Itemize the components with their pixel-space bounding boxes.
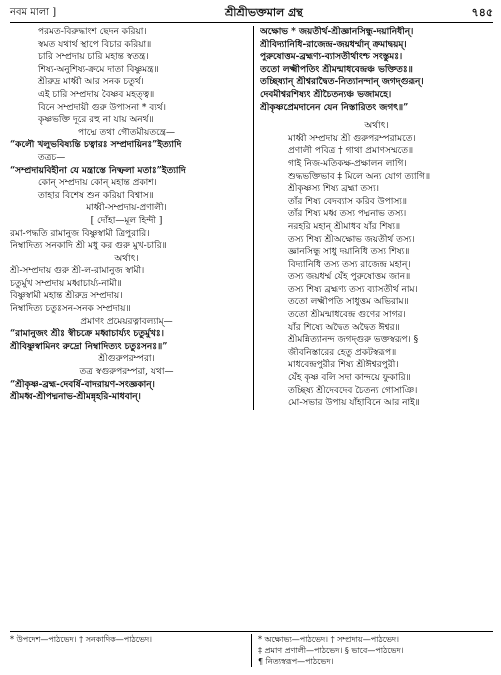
right-column <box>253 26 493 410</box>
text-line: তচ্ছিষ্যান্ শ্রীশ্বরাদ্বৈত-নিত্যানন্দান্ জগদ্গুরূন্। <box>260 77 424 88</box>
text-line: শ্রীমধ্ব-শ্রীপদ্মনাভ-শ্রীমন্নৃহরি-মাধবান্। <box>10 392 141 403</box>
text-line: ততো লক্ষ্মীপতি সাধুত্তম অভিরাম॥ <box>288 297 409 308</box>
text-line: মাধ্বী-সম্প্রদায়-প্রণালী। <box>86 203 167 214</box>
text-line: প্রণালী পবিত্র † গাথা প্রমাণসম্মতে॥ <box>288 146 414 157</box>
text-line: তত্র স্বগুরুপরম্পরা, যথা— <box>79 367 174 378</box>
footnote-line: ‡ প্রমাণ প্রণালী—পাঠভেদ। § ভাবে—পাঠভেদ। <box>258 646 404 655</box>
text-line: বিনে সম্প্রদায়ী গুরু উপাসনা * ব্যর্থ। <box>38 102 166 113</box>
text-line: তস্য শিষ্য ব্রহ্মণ্য তস্য ব্যাসতীর্থ নাম। <box>288 284 418 295</box>
text-line: ততো লক্ষ্মীপতিং শ্রীমন্মাধবেন্দ্রঞ্চ ভক্তিতঃ॥ <box>260 64 413 75</box>
text-line: শুদ্ধভক্তিভাব ‡ মিলে অন্য যোগ ত্যাগি॥ <box>288 171 431 182</box>
text-line: পরমত-বিরুদ্ধাংশ ছেদন করিয়া। <box>38 27 147 37</box>
text-line: জ্ঞানসিন্ধু সাধু দয়ানিধি তস্য শিষ্য॥ <box>288 247 410 258</box>
footnote-line: * অক্ষোভ্য—পাঠভেদ। † সম্প্রদায়—পাঠভেদ। <box>258 635 399 644</box>
left-column <box>10 26 247 410</box>
text-line: গাই নিজ-মতিকক্ষ-প্রক্ষালন লাগি। <box>288 158 407 169</box>
text-line: শ্রীবিদ্যানিধি-রাজেন্দ্র-জয়ধর্ম্মান্ ক্রমাদ্বয়ম্। <box>260 39 407 50</box>
text-line: জীবনিস্তারের হেতু প্রকটস্বরূপ॥ <box>288 347 397 358</box>
text-line: মাধবেন্দ্রপুরীর শিষ্য শ্রীঈশ্বরপুরী। <box>288 360 399 371</box>
text-line: চারি সম্প্রদায় চারি মহান্ত স্বতন্ত্র। <box>38 52 149 63</box>
footnote-line: * উপদেশ—পাঠভেদ। † সনকাদিক—পাঠভেদ। <box>10 635 153 644</box>
text-line: শ্রীকৃষ্ণপ্রেমদানেন যেন নিস্তারিতং জগৎ॥” <box>260 102 409 113</box>
text-line: তস্য শিষ্য শ্রীঅক্ষোভ জয়তীর্থ তস্য। <box>288 234 415 245</box>
text-line: তাহার বিশেষ শুন করিয়া বিশ্বাস॥ <box>38 190 154 201</box>
text-line: শ্রীমন্নিত্যানন্দ জগদ্গুরু ভক্তস্বরূপ। § <box>288 335 419 346</box>
text-line: বিষ্ণুস্বামী মহান্ত শ্রীরুদ্র সম্প্রদায়। <box>10 291 123 302</box>
text-line: শ্রী-সম্প্রদায় গুরু শ্রী-ল-রামানুজ স্বামী। <box>10 266 145 277</box>
text-line: তাঁর শিষ্য মধ্ব তস্য পদ্মনাভ তস্য। <box>288 209 407 220</box>
text-line: মাধ্বী সম্প্রদায় শ্রী গুরুপরম্পরামতে। <box>288 133 416 144</box>
text-line: “কলৌ খলুভবিষ্যন্তি চত্বারঃ সম্প্রদায়িনঃ”ইত্যাদি <box>10 140 182 151</box>
text-line: তাঁর শিষ্য বেদব্যাস করিব উপাস্য॥ <box>288 196 407 207</box>
text-line: শ্রীবিষ্ণুস্বামিনং রুদ্রো নিম্বাদিত্যং চতুঃসনঃ॥” <box>10 341 168 352</box>
text-line: দেবমীশ্বরশিষ্যং শ্রীচৈতন্যঞ্চ ভজামহে। <box>260 89 392 100</box>
text-line: নিম্বাদিত্য চতুঃসন-সনক সম্প্রদায়॥ <box>10 304 131 315</box>
text-line: যেঁহ কৃষ্ণ বলি সদা কান্দয়ে ফুকারি॥ <box>288 373 411 384</box>
text-line: তস্য জয়ধর্ম্ম যেঁহ পুরুষোত্তম জান॥ <box>288 272 411 283</box>
text-line: রমা-পদ্ধতি রামানুজ বিষ্ণুস্বামী ত্রিপুরারি। <box>10 228 150 239</box>
text-line: শ্রীকৃষ্ণস্য শিষ্য ব্রহ্মা তস্য। <box>288 184 379 195</box>
text-line: শ্রীগুরুপরম্পরা। <box>98 354 155 365</box>
text-line: বিদ্যানিধি তস্য তস্য রাজেন্দ্র মহান্। <box>288 259 411 270</box>
page-body <box>10 26 493 410</box>
text-line: মো-সভার উপায় যাঁহাবিনে আর নাই॥ <box>288 398 420 409</box>
header-title: শ্রীশ্রীভক্তমাল গ্রন্থ <box>224 5 303 19</box>
text-line: শিষ্য-অনুশিষ্য-ক্রমে দাতা বিষ্ণুমন্ত্র॥ <box>38 64 159 75</box>
text-line: তত্রচ— <box>38 152 66 163</box>
text-line: কোন্ সম্প্রদায় কোন্ মহান্ত প্রকাশ। <box>38 178 157 189</box>
text-line: তচ্ছিষ্য শ্রীদেবদেব চৈতন্য গোসাঞি। <box>288 385 418 396</box>
text-line: পাদ্মে তথা গৌতমীয়তন্ত্রে— <box>78 127 175 138</box>
text-line: কৃষ্ণভক্তি দূরে রহু না যায় অনর্থ॥ <box>38 115 154 126</box>
text-line: ততো শ্রীমন্মাধবেন্দ্র গুণের সাগর। <box>288 310 406 321</box>
footnote-rule <box>10 631 493 632</box>
header-section: নবম মালা ] <box>10 6 57 18</box>
text-line: শ্রীরুদ্র মাধ্বী আর সনক চতুর্থ। <box>38 77 144 88</box>
text-line: যাঁর শিষ্যে অদ্বৈত অদ্বৈত ঈশ্বর॥ <box>288 322 400 333</box>
footnote-line: ¶ নিত্যস্বরূপ—পাঠভেদ। <box>258 657 334 666</box>
text-line: চতুর্মুখ সম্প্রদায় মধ্বাচার্য্য-নামী॥ <box>10 278 122 289</box>
text-line: অর্থাৎ। <box>114 253 139 264</box>
text-line: “শ্রীকৃষ্ণ-ব্রহ্ম-দেবর্ষি-বাদরায়ণ-সংজ্ঞকান্। <box>10 379 155 390</box>
text-line: প্রমাণং প্রমেয়রত্নাবল্যাম্— <box>80 316 173 327</box>
footnotes <box>10 629 493 667</box>
footnotes-left <box>10 634 245 667</box>
text-line: [ দোঁহা—মূল হিন্দী ] <box>90 215 163 226</box>
text-line: নিম্বাদিত্য সনকাদি শ্রী মধু কর গুরু মুখ-চারি॥ <box>10 241 167 252</box>
text-line: নরহরি মহান্ শ্রীমাধব যাঁর শিষ্য॥ <box>288 221 401 232</box>
text-line: স্বমত যথার্থ স্থাপে বিচার করিয়া॥ <box>38 39 152 50</box>
text-line: এই চারি সম্প্রদায় বৈষ্ণব মহত্ত্ব॥ <box>38 89 155 100</box>
text-line: অর্থাৎ। <box>364 121 389 132</box>
page-number: ৭৪৫ <box>471 5 493 19</box>
text-line: “সম্প্রদায়বিহীনা যে মন্ত্রাস্তে নিষ্ফলা মতাঃ”ইত্যাদি <box>10 165 186 176</box>
text-line: পুরুষোত্তম-ব্রহ্মণ্য-ব্যাসতীর্থাংশ্চ সংস্তুমঃ। <box>260 52 403 63</box>
text-line: “রামানুজং শ্রীঃ স্বীচক্রে মধ্বাচার্য্যং চতুর্মুখঃ। <box>10 329 164 340</box>
page-header <box>10 4 493 23</box>
text-line: অক্ষোভ * জয়তীর্থ-শ্রীজ্ঞানসিন্ধু-দয়ানিধীন্। <box>260 27 414 37</box>
footnotes-right <box>251 634 493 667</box>
